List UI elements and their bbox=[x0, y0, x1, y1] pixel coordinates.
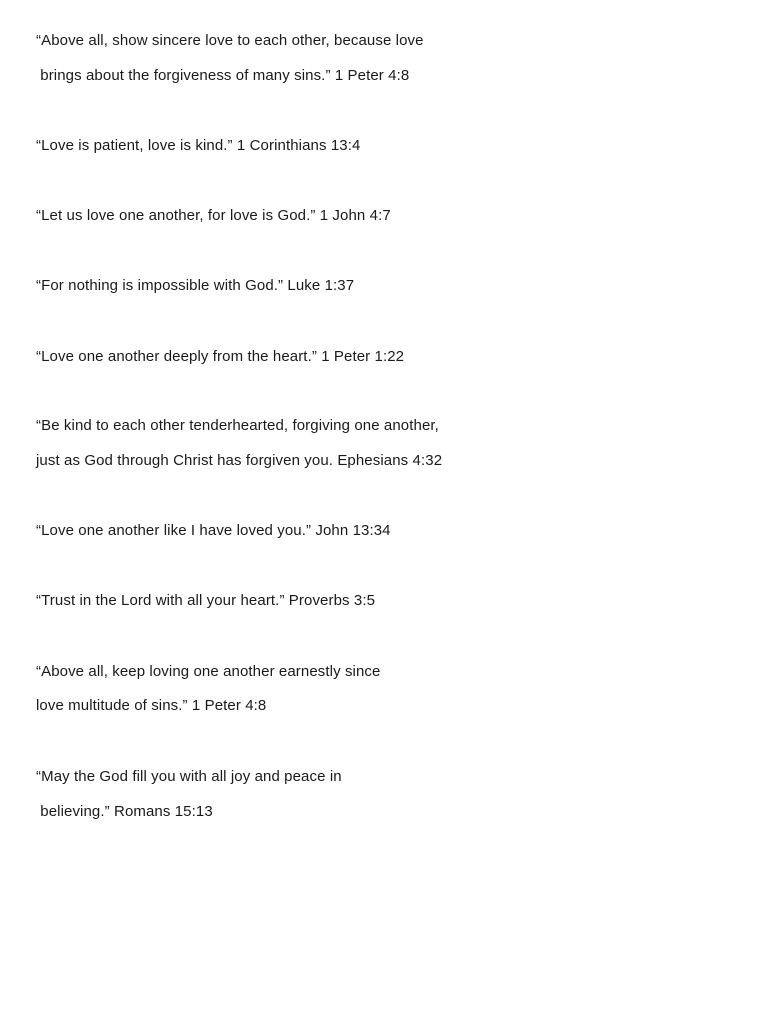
verse-8-line-1: “Trust in the Lord with all your heart.” Proverbs 3:5 bbox=[36, 592, 376, 609]
verse-4-line-1: “For nothing is impossible with God.” Luke 1:37 bbox=[36, 277, 355, 294]
verse-9-line-1: “Above all, keep loving one another earnestly since bbox=[36, 663, 381, 680]
verse-3-line-1: “Let us love one another, for love is God.” 1 John 4:7 bbox=[36, 207, 391, 224]
verse-9-line-2: love multitude of sins.” 1 Peter 4:8 bbox=[36, 697, 267, 714]
verse-6-line-1: “Be kind to each other tenderhearted, forgiving one another, bbox=[36, 417, 439, 434]
verse-10-line-2: believing.” Romans 15:13 bbox=[36, 803, 213, 820]
verse-10-line-1: “May the God fill you with all joy and peace in bbox=[36, 768, 342, 785]
verse-2-line-1: “Love is patient, love is kind.” 1 Corinthians 13:4 bbox=[36, 137, 361, 154]
verse-1-line-1: “Above all, show sincere love to each other, because love bbox=[36, 32, 424, 49]
verse-1-line-2: brings about the forgiveness of many sins.” 1 Peter 4:8 bbox=[36, 67, 410, 84]
verse-5-line-1: “Love one another deeply from the heart.” 1 Peter 1:22 bbox=[36, 348, 405, 365]
verse-6-line-2: just as God through Christ has forgiven you. Ephesians 4:32 bbox=[36, 452, 443, 469]
verse-7-line-1: “Love one another like I have loved you.” John 13:34 bbox=[36, 522, 391, 539]
